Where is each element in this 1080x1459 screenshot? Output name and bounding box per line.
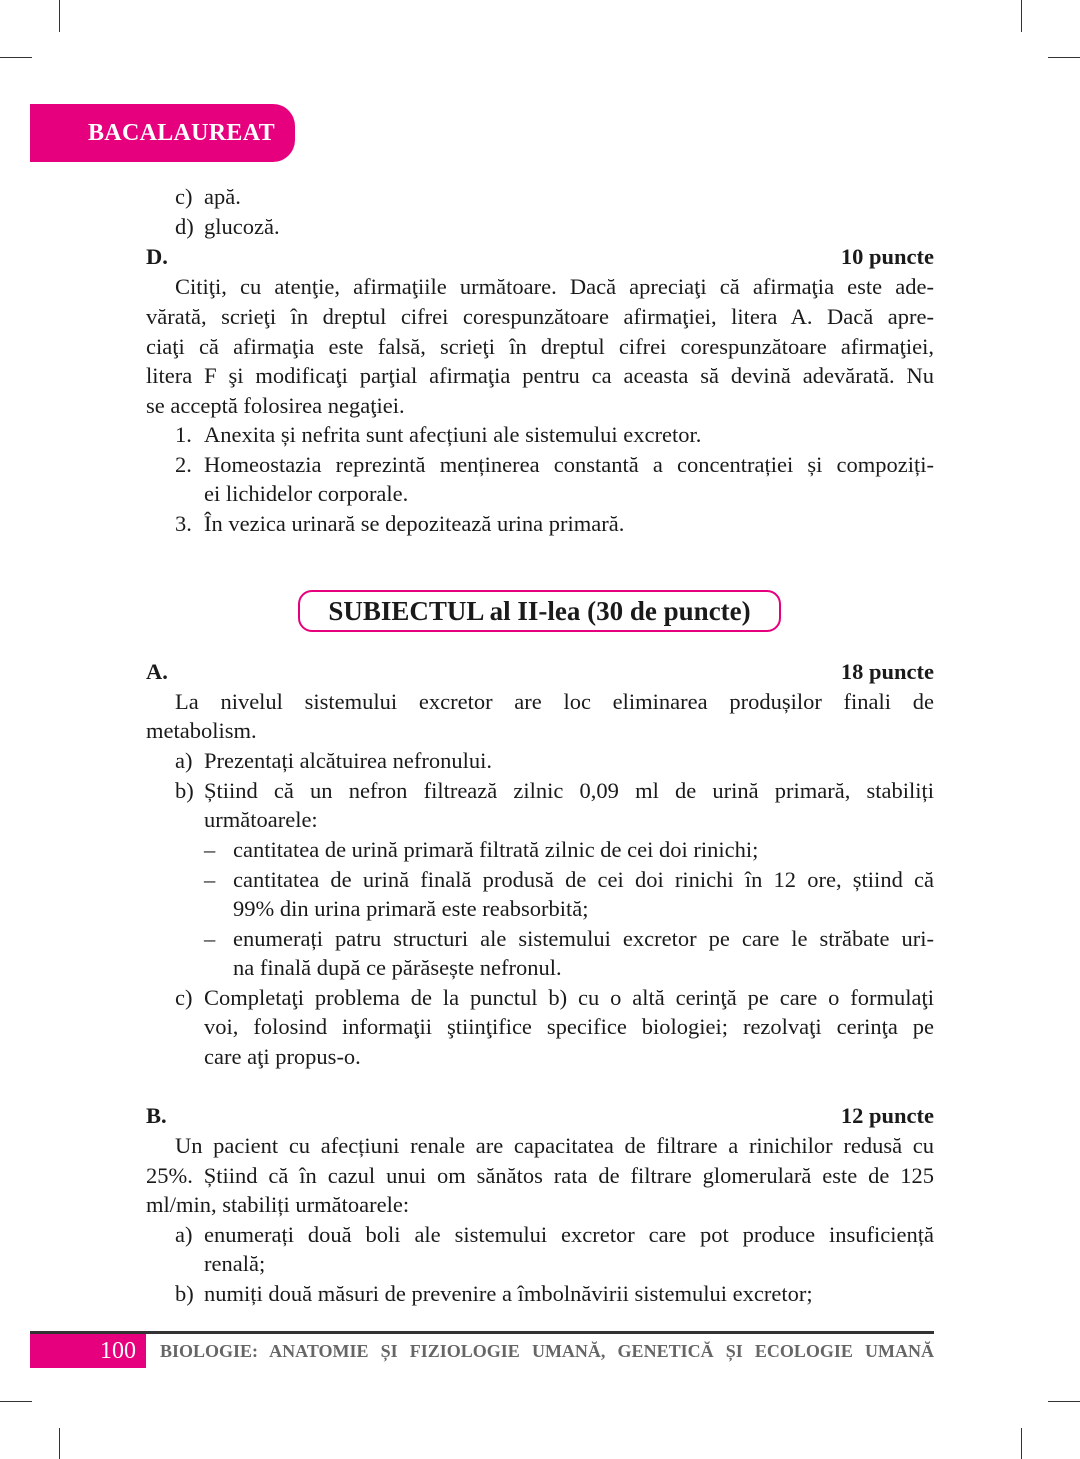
item-label: 3. [175,511,192,536]
text-line [204,479,934,509]
section-heading [146,242,934,272]
list-item [175,420,934,450]
section-heading [146,1101,934,1131]
line-text: enumerați două boli ale sistemului excretor care pot produce insuficiență [204,1222,934,1247]
section-badge: BACALAUREAT [30,104,295,162]
line-text: cantitatea de urină primară filtrată zilnic de cei doi rinichi; [233,837,759,862]
text-line [146,716,934,746]
text-line [146,1161,934,1191]
line-text: ciaţi că afirmaţia este falsă, scrieţi în dreptul cifrei corespunzătoare afirmaţiei, [146,334,934,359]
item-label: 2. [175,452,192,477]
item-label: b) [175,778,194,803]
text-line [204,1012,934,1042]
line-text: Știind că un nefron filtrează zilnic 0,09 ml de urină primară, stabiliți [204,778,934,803]
footer-title: BIOLOGIE: ANATOMIE ȘI FIZIOLOGIE UMANĂ, GENETICĂ ȘI ECOLOGIE UMANĂ [160,1341,934,1361]
line-text: metabolism. [146,718,257,743]
line-text: Citiţi, cu atenţie, afirmaţiile următoare. Dacă apreciaţi că afirmaţia este ade- [175,274,934,299]
line-text: ei lichidelor corporale. [204,481,409,506]
item-label: – [204,867,216,892]
points-label: 12 puncte [840,1103,934,1128]
line-text: 25%. Știind că în cazul unui om sănătos rata de filtrare glomerulară este de 125 [146,1163,934,1188]
text-line [146,1190,934,1220]
line-text: Prezentați alcătuirea nefronului. [204,748,492,773]
line-text: În vezica urinară se depozitează urina primară. [204,511,625,536]
crop-mark [1048,1401,1080,1402]
line-text: vărată, scrieţi în dreptul cifrei corespunzătoare afirmaţiei, litera A. Dacă apre- [146,304,934,329]
line-text: 99% din urina primară este reabsorbită; [233,896,589,921]
text-line [146,272,934,302]
line-text: Anexita și nefrita sunt afecțiuni ale sistemului excretor. [204,422,702,447]
text-line [233,894,934,924]
item-label: – [204,926,216,951]
item-label: b) [175,1281,194,1306]
item-label: – [204,837,216,862]
list-item [175,182,934,212]
line-text: enumerați patru structuri ale sistemului excretor pe care le străbate uri- [233,926,934,951]
section-heading [146,657,934,687]
line-text: următoarele: [204,807,318,832]
list-item [204,835,934,865]
text-line [204,805,934,835]
points-label: 18 puncte [840,659,934,684]
list-item [175,776,934,806]
text-line [146,332,934,362]
line-text: care aţi propus-o. [204,1044,361,1069]
text-line [233,953,934,983]
line-text: se acceptă folosirea negaţiei. [146,393,405,418]
line-text: numiți două măsuri de prevenire a îmbolnăvirii sistemului excretor; [204,1281,813,1306]
text-line [146,361,934,391]
list-item [175,983,934,1013]
section-title: SUBIECTUL al II-lea (30 de puncte) [298,590,781,632]
list-item [175,1279,934,1309]
text-line [204,1042,934,1072]
item-label: 1. [175,422,192,447]
crop-mark [0,57,32,58]
list-item [204,865,934,895]
points-label: 10 puncte [840,244,934,269]
line-text: renală; [204,1251,266,1276]
line-text: glucoză. [204,214,280,239]
line-text: Homeostazia reprezintă menținerea constantă a concentrației și compoziți- [204,452,934,477]
line-text: apă. [204,184,241,209]
text-line [146,687,934,717]
crop-mark [0,1401,32,1402]
list-item [175,509,934,539]
item-label: c) [175,184,193,209]
heading-letter: A. [146,659,168,684]
item-label: a) [175,748,193,773]
line-text: voi, folosind informaţii ştiinţifice specifice biologiei; rezolvaţi cerinţa pe [204,1014,934,1039]
text-line [146,302,934,332]
item-label: c) [175,985,193,1010]
crop-mark [1021,1428,1022,1459]
crop-mark [59,1428,60,1459]
line-text: na finală după ce părăsește nefronul. [233,955,562,980]
crop-mark [1048,57,1080,58]
crop-mark [59,0,60,32]
item-label: a) [175,1222,193,1247]
line-text: cantitatea de urină finală produsă de cei doi rinichi în 12 ore, știind că [233,867,934,892]
line-text: La nivelul sistemului excretor are loc eliminarea produșilor finali de [175,689,934,714]
item-label: d) [175,214,194,239]
list-item [175,450,934,480]
text-line [204,1249,934,1279]
list-item [204,924,934,954]
heading-letter: D. [146,244,168,269]
list-item [175,1220,934,1250]
list-item [175,212,934,242]
heading-letter: B. [146,1103,167,1128]
text-line [146,1131,934,1161]
page-number: 100 [30,1334,146,1368]
crop-mark [1021,0,1022,32]
line-text: ml/min, stabiliți următoarele: [146,1192,410,1217]
line-text: litera F şi modificaţi parţial afirmaţia pentru ca aceasta să devină adevărată. Nu [146,363,934,388]
line-text: Completaţi problema de la punctul b) cu o altă cerinţă pe care o formulaţi [204,985,934,1010]
text-line [146,391,934,421]
line-text: Un pacient cu afecțiuni renale are capacitatea de filtrare a rinichilor redusă cu [175,1133,934,1158]
list-item [175,746,934,776]
